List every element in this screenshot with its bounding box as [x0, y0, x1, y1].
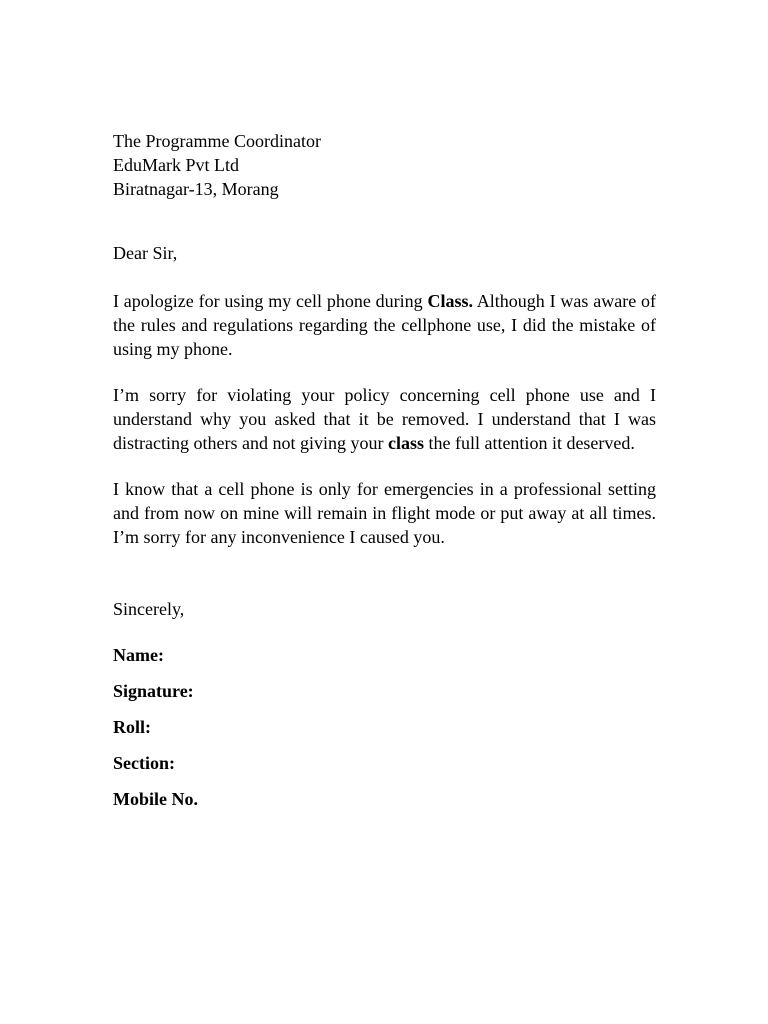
closing: Sincerely, — [113, 599, 185, 619]
recipient-address — [113, 129, 656, 201]
paragraph-apology-text-start: I apologize for using my cell phone during — [113, 291, 428, 311]
field-name-label: Name: — [113, 645, 164, 665]
recipient-location: Biratnagar-13, Morang — [113, 179, 279, 199]
paragraph-apology-text-end: Although I was aware of the rules and regulations regarding the cellphone use, I did the mistake of using my phone. — [113, 291, 656, 359]
field-section-label: Section: — [113, 753, 175, 773]
letter-body — [113, 129, 656, 823]
paragraph-regret-text-start: I’m sorry for violating your policy concerning cell phone use and I understand why you asked that it be removed. I understand that I was distracting others and not giving your — [113, 385, 656, 453]
paragraph-apology — [113, 289, 656, 361]
salutation: Dear Sir, — [113, 243, 178, 263]
paragraph-regret — [113, 383, 656, 455]
paragraph-regret-text-end: the full attention it deserved. — [423, 433, 635, 453]
field-roll-label: Roll: — [113, 717, 151, 737]
recipient-title: The Programme Coordinator — [113, 131, 321, 151]
paragraph-apology-bold-word: Class. — [427, 291, 473, 311]
paragraph-commitment: I know that a cell phone is only for emergencies in a professional setting and from now on mine will remain in flight mode or put away at all times. I’m sorry for any inconvenience I caused you. — [113, 479, 656, 547]
signature-fields — [113, 643, 656, 823]
recipient-organization: EduMark Pvt Ltd — [113, 155, 239, 175]
field-mobile-label: Mobile No. — [113, 789, 198, 809]
field-signature-label: Signature: — [113, 681, 194, 701]
paragraph-regret-bold-word: class — [387, 433, 424, 453]
